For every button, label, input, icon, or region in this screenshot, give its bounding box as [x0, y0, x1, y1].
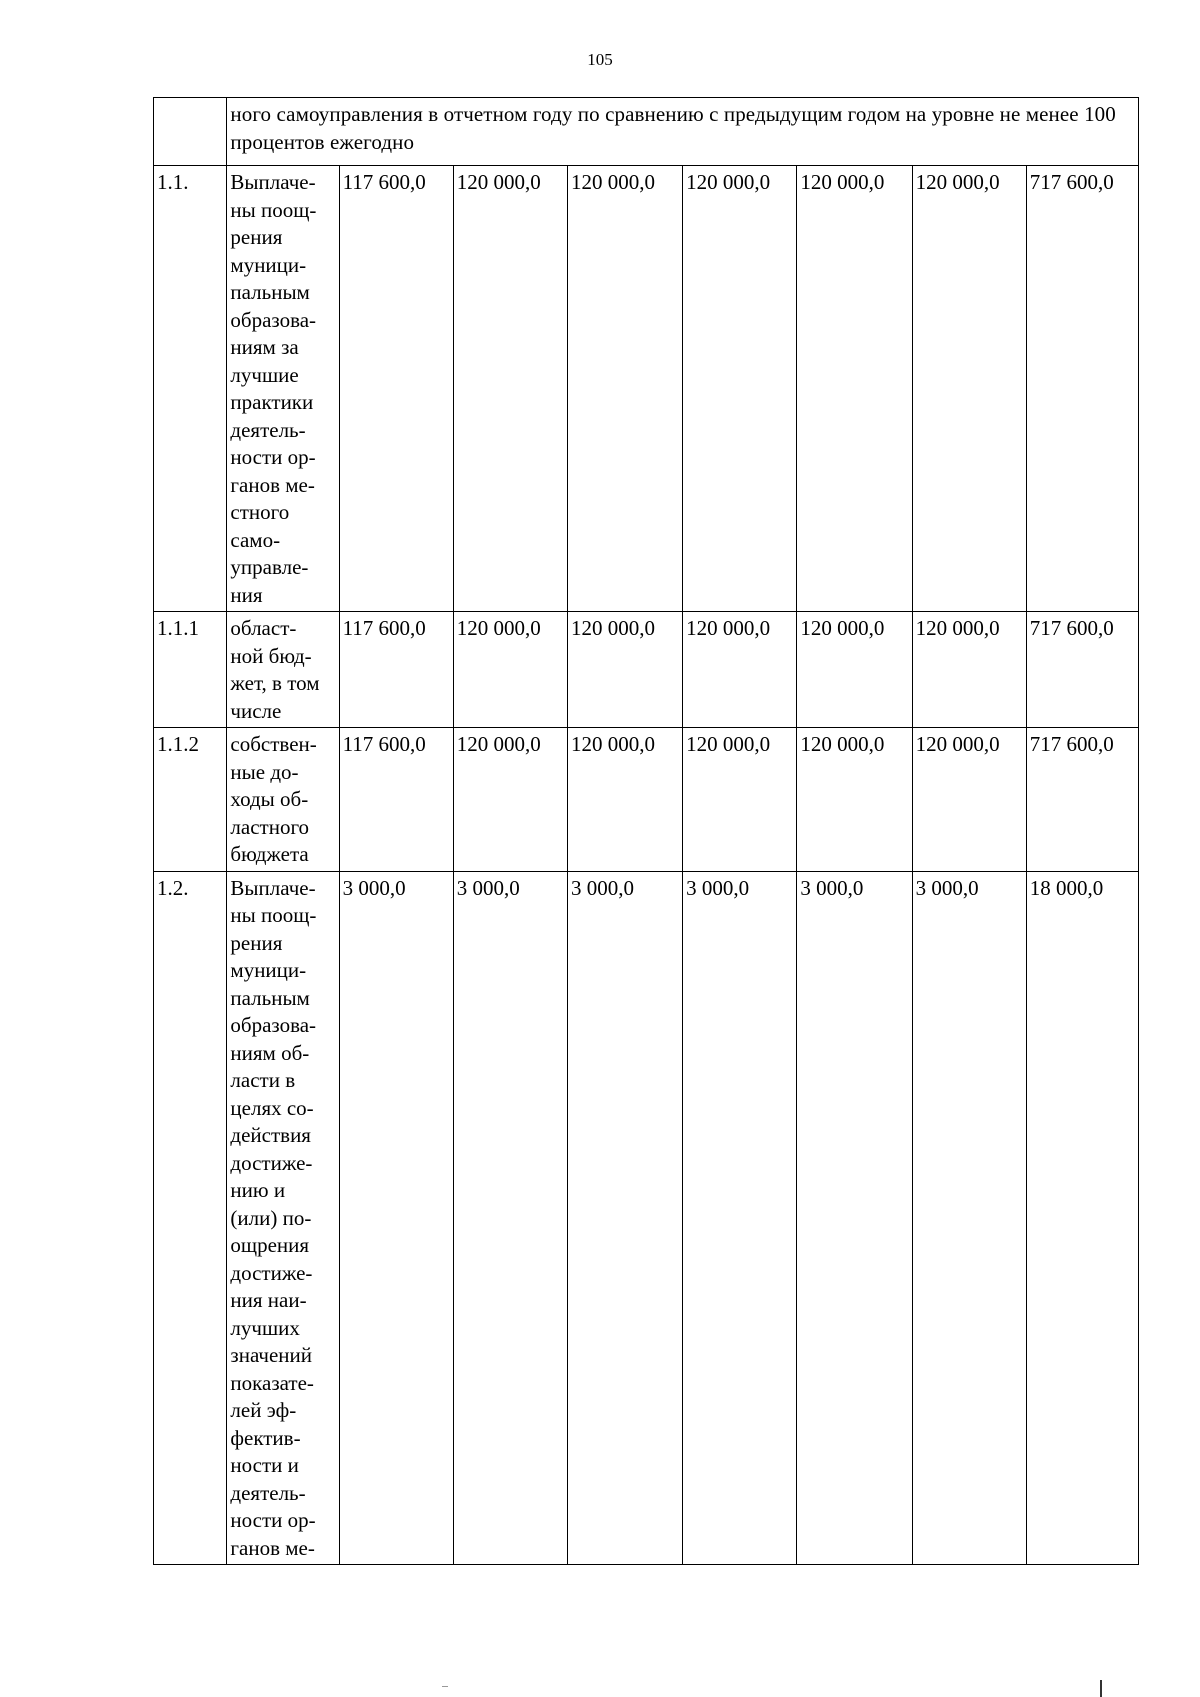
row-name-line: фектив- — [230, 1425, 301, 1450]
row-name-line: ганов ме- — [230, 472, 315, 497]
row-name-line: стного — [230, 500, 290, 524]
row-value: 120 000,0 — [683, 166, 797, 612]
row-number: 1.1. — [154, 166, 227, 612]
row-name-line: собствен- — [230, 732, 317, 756]
row-value: 120 000,0 — [453, 728, 567, 872]
page-number: 105 — [587, 50, 613, 69]
row-name-line: бюджета — [230, 842, 309, 866]
row-name-line: деятель- — [230, 417, 306, 442]
scan-dot — [442, 1686, 448, 1687]
row-name-line: рения — [230, 930, 283, 955]
row-name-line: ности и — [230, 1453, 299, 1477]
row-name-line: пальным — [230, 985, 310, 1010]
table-row — [154, 166, 1139, 612]
row-name-line: ности ор- — [230, 445, 316, 469]
continuation-row — [154, 98, 1139, 166]
row-value: 120 000,0 — [797, 612, 912, 728]
row-name-line: лучших — [230, 1315, 300, 1340]
row-value: 120 000,0 — [453, 612, 567, 728]
row-name-line: ласти в — [230, 1068, 296, 1092]
row-value: 120 000,0 — [453, 166, 567, 612]
row-name-line: ности ор- — [230, 1508, 316, 1532]
row-name-line: жет, в том — [230, 671, 320, 695]
row-value: 3 000,0 — [683, 871, 797, 1565]
row-name-line: показате- — [230, 1370, 314, 1395]
row-name-line: управле- — [230, 555, 309, 579]
row-name-line: муници- — [230, 958, 307, 982]
row-name-line: област- — [230, 616, 297, 640]
row-value: 117 600,0 — [339, 166, 453, 612]
row-name-line: нию и — [230, 1178, 286, 1202]
row-total: 717 600,0 — [1026, 166, 1138, 612]
row-name — [227, 166, 339, 612]
row-value: 3 000,0 — [567, 871, 682, 1565]
row-number: 1.1.1 — [154, 612, 227, 728]
row-value: 117 600,0 — [339, 728, 453, 872]
row-name-line: рения — [230, 225, 283, 249]
row-value: 120 000,0 — [567, 166, 682, 612]
row-number: 1.2. — [154, 871, 227, 1565]
row-value: 120 000,0 — [912, 728, 1026, 872]
row-value: 3 000,0 — [339, 871, 453, 1565]
row-name-line: числе — [230, 698, 282, 723]
row-name-line: само- — [230, 527, 281, 552]
table-row — [154, 728, 1139, 872]
row-name-line: (или) по- — [230, 1205, 312, 1230]
row-name-line: ния — [230, 582, 263, 607]
row-value: 120 000,0 — [567, 728, 682, 872]
table-row — [154, 871, 1139, 1565]
row-name-line: лей эф- — [230, 1398, 297, 1422]
row-name-line: ные до- — [230, 759, 299, 784]
row-name-line: практики — [230, 390, 314, 414]
row-name-line: деятель- — [230, 1480, 306, 1505]
row-name-line: муници- — [230, 252, 307, 277]
row-name-line: ганов ме- — [230, 1535, 315, 1560]
row-total: 18 000,0 — [1026, 871, 1138, 1565]
continuation-text: ного самоуправления в отчетном году по сравнению с предыдущим годом на уровне не менее 100 процентов ежегодно — [227, 98, 1139, 166]
row-value: 120 000,0 — [797, 166, 912, 612]
budget-table — [153, 97, 1139, 1565]
row-value: 117 600,0 — [339, 612, 453, 728]
row-name-line: образова- — [230, 307, 317, 332]
continuation-num-cell — [154, 98, 227, 166]
row-value: 3 000,0 — [453, 871, 567, 1565]
row-name-line: Выплаче- — [230, 875, 316, 900]
row-name-line: целях со- — [230, 1095, 314, 1120]
scan-mark — [1100, 1680, 1102, 1697]
row-total: 717 600,0 — [1026, 612, 1138, 728]
row-name-line: ны поощ- — [230, 197, 317, 222]
row-name-line: ластного — [230, 814, 310, 839]
row-name-line: ниям за — [230, 335, 299, 359]
row-number: 1.1.2 — [154, 728, 227, 872]
row-name — [227, 612, 339, 728]
row-name-line: образова- — [230, 1013, 317, 1037]
row-name-line: достиже- — [230, 1260, 313, 1285]
row-name-line: значений — [230, 1343, 313, 1367]
row-name-line: Выплаче- — [230, 170, 316, 194]
row-name — [227, 728, 339, 872]
row-value: 120 000,0 — [683, 612, 797, 728]
row-name-line: лучшие — [230, 362, 299, 387]
row-name-line: действия — [230, 1123, 311, 1147]
row-value: 120 000,0 — [912, 612, 1026, 728]
row-name-line: ной бюд- — [230, 643, 312, 668]
row-value: 120 000,0 — [683, 728, 797, 872]
row-value: 120 000,0 — [567, 612, 682, 728]
row-name-line: ходы об- — [230, 787, 309, 811]
row-name-line: ощрения — [230, 1233, 310, 1257]
row-name — [227, 871, 339, 1565]
table-row — [154, 612, 1139, 728]
row-name-line: пальным — [230, 280, 310, 304]
row-value: 120 000,0 — [912, 166, 1026, 612]
row-name-line: достиже- — [230, 1150, 313, 1175]
row-value: 3 000,0 — [912, 871, 1026, 1565]
row-total: 717 600,0 — [1026, 728, 1138, 872]
row-name-line: ны поощ- — [230, 903, 317, 927]
row-value: 120 000,0 — [797, 728, 912, 872]
row-name-line: ниям об- — [230, 1040, 310, 1065]
row-name-line: ния наи- — [230, 1288, 307, 1312]
row-value: 3 000,0 — [797, 871, 912, 1565]
